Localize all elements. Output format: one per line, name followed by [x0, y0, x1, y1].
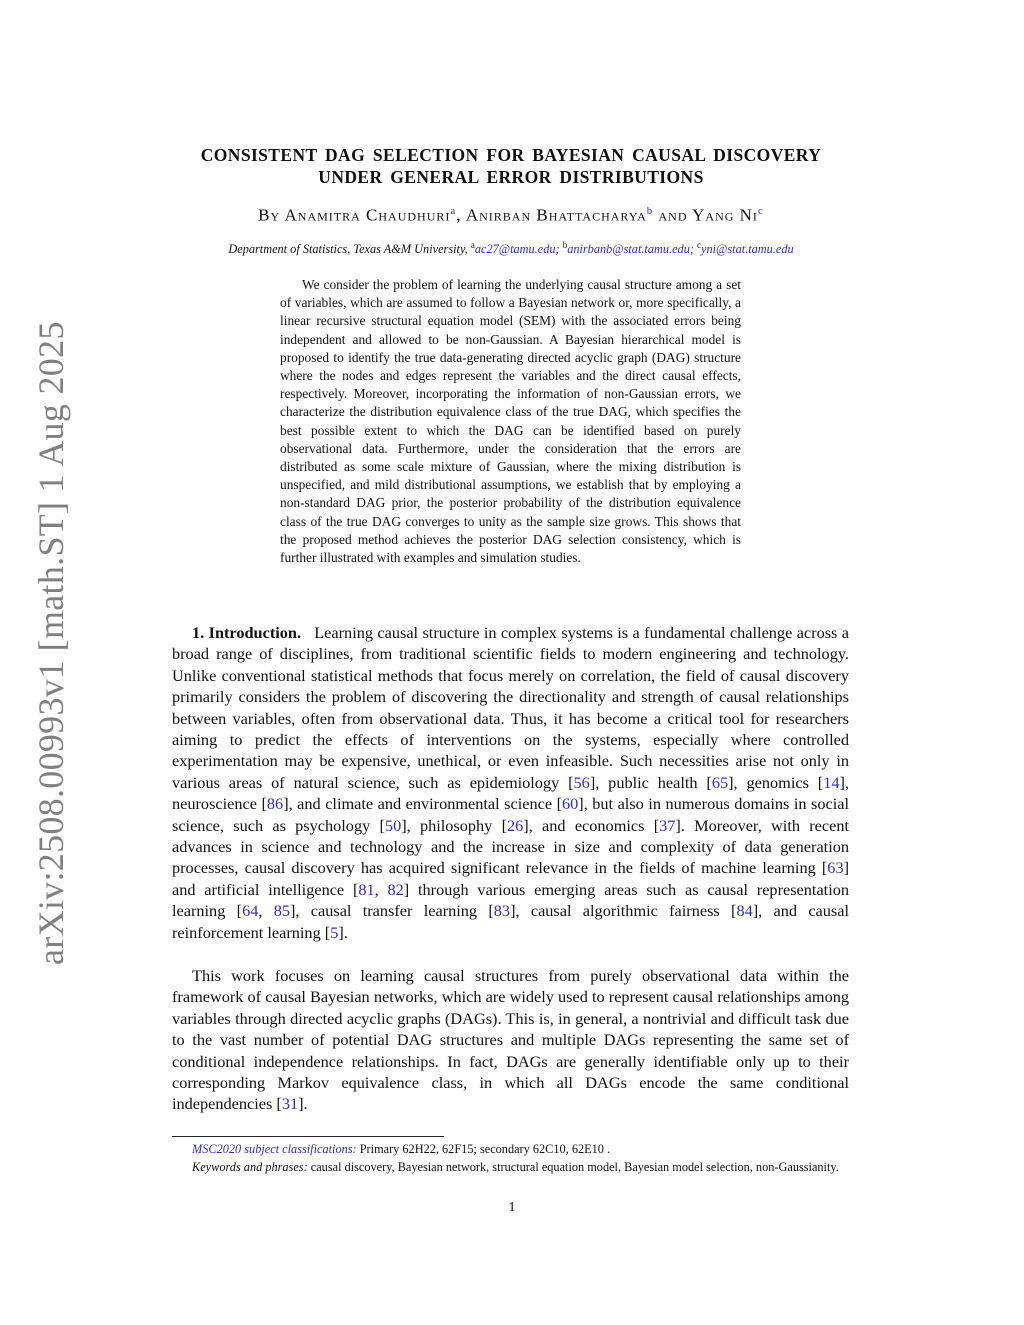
intro-text: ] through various emerging areas such as causal representation learning [ [172, 879, 849, 921]
author-list [150, 205, 872, 226]
author-2-mark: b [646, 205, 654, 217]
keywords-label: Keywords and phrases: [192, 1160, 308, 1174]
author-2: Anirban Bhattacharya [465, 205, 647, 225]
intro-text: ], and climate and environmental science [ [283, 794, 562, 814]
intro-text: ], causal algorithmic fairness [ [510, 901, 737, 921]
second-paragraph [172, 965, 849, 1115]
citation-link[interactable]: 14 [823, 772, 840, 792]
title-line-1: CONSISTENT DAG SELECTION FOR BAYESIAN CAUSAL DISCOVERY [200, 145, 822, 165]
intro-text: ], and economics [ [523, 815, 660, 835]
author-separator: , [456, 205, 462, 225]
para2-text: ]. [298, 1094, 308, 1114]
intro-text: ], philosophy [ [401, 815, 508, 835]
intro-text: , [258, 901, 274, 921]
msc-text: Primary 62H22, 62F15; secondary 62C10, 62E10 . [356, 1142, 611, 1156]
intro-text: Learning causal structure in complex systems is a fundamental challenge across a broad range of disciplines, from traditional scientific fields to modern engineering and technology. Unlike conventional statistical methods that focus merely on correlation, the field of causal discovery primarily considers the problem of discovering the directionality and strength of causal relationships between variables, often from observational data. Thus, it has become a critical tool for researchers aiming to predict the effects of interventions on the systems, especially where controlled experimentation may be expensive, unethical, or even infeasible. Such necessities arise not only in various areas of natural science, such as epidemiology [ [172, 623, 850, 792]
paper-title [150, 144, 872, 188]
intro-text: , [374, 879, 388, 899]
citation-link[interactable]: 5 [330, 922, 339, 942]
author-1-mark: a [450, 205, 457, 217]
citation-link[interactable]: 82 [387, 879, 404, 899]
author-3-mark: c [757, 205, 764, 217]
citation-link[interactable]: 56 [573, 772, 590, 792]
page-number: 1 [508, 1200, 516, 1215]
intro-text: ], and causal reinforcement learning [ [172, 901, 850, 942]
email-link-1[interactable]: ac27@tamu.edu; [474, 242, 560, 257]
citation-link[interactable]: 37 [659, 815, 676, 835]
citation-link[interactable]: 26 [507, 815, 524, 835]
author-3: Yang Ni [692, 205, 758, 225]
footnote-rule [172, 1136, 444, 1137]
citation-link[interactable]: 86 [266, 794, 284, 814]
citation-link[interactable]: 83 [493, 901, 511, 921]
citation-link[interactable]: 50 [384, 815, 402, 835]
intro-text: ] and artificial intelligence [ [172, 858, 849, 899]
keywords-text: causal discovery, Bayesian network, structural equation model, Bayesian model selection, non-Gaussianity. [307, 1160, 839, 1174]
citation-link[interactable]: 84 [736, 901, 753, 921]
abstract: We consider the problem of learning the underlying causal structure among a set of variables, which are assumed to follow a Bayesian network or, more specifically, a linear recursive structural equation model (SEM) with the associated errors being independent and allowed to be non-Gaussian. A Bayesian hierarchical model is proposed to identify the true data-generating directed acyclic graph (DAG) structure where the nodes and edges represent the variables and the direct causal effects, respectively. Moreover, incorporating the information of non-Gaussian errors, we characterize the distribution equivalence class of the true DAG, which specifies the best possible extent to which the DAG can be identified based on purely observational data. Furthermore, under the consideration that the errors are distributed as some scale mixture of Gaussian, where the mixing distribution is unspecified, and mild distributional assumptions, we establish that by employing a non-standard DAG prior, the posterior probability of the distribution equivalence class of the true DAG converges to unity as the sample size grows. This shows that the proposed method achieves the posterior DAG selection consistency, which is further illustrated with examples and simulation studies. [280, 277, 741, 566]
by-word: By [258, 205, 281, 225]
title-line-2: UNDER GENERAL ERROR DISTRIBUTIONS [318, 167, 704, 187]
department: Department of Statistics, Texas A&M University, [228, 242, 471, 257]
affiliation [150, 240, 872, 257]
intro-text: ]. Moreover, with recent advances in science and technology and the increase in size and complexity of data generation processes, causal discovery has acquired significant relevance in the fields of machine learning [ [172, 815, 850, 878]
intro-text: ], genomics [ [728, 772, 824, 792]
email-1-mark: a [470, 240, 475, 250]
introduction-paragraph [172, 622, 849, 943]
email-link-3[interactable]: yni@stat.tamu.edu [701, 242, 794, 257]
intro-text: ], public health [ [589, 772, 712, 792]
intro-text: ], causal transfer learning [ [289, 901, 494, 921]
msc-link[interactable]: MSC2020 subject classifications: [192, 1142, 357, 1156]
citation-link[interactable]: 63 [827, 858, 844, 878]
intro-text: ]. [338, 922, 348, 942]
msc-footnote [172, 1140, 849, 1158]
email-2-mark: b [562, 240, 568, 250]
citation-link[interactable]: 85 [273, 901, 290, 921]
para2-text: This work focuses on learning causal structures from purely observational data within the framework of causal Bayesian networks, which are widely used to represent causal relationships among variables through directed acyclic graphs (DAGs). This is, in general, a nontrivial and difficult task due to the vast number of potential DAG structures and multiple DAGs representing the same set of conditional independence relationships. In fact, DAGs are generally identifiable only up to their corresponding Markov equivalence class, in which all DAGs encode the same conditional independencies [ [172, 966, 849, 1114]
citation-link[interactable]: 60 [562, 794, 579, 814]
section-heading: 1. Introduction. [192, 623, 302, 642]
citation-link[interactable]: 31 [281, 1094, 299, 1114]
arxiv-stamp: arXiv:2508.00993v1 [math.ST] 1 Aug 2025 [31, 321, 71, 965]
citation-link[interactable]: 81 [358, 879, 375, 899]
citation-link[interactable]: 64 [242, 901, 259, 921]
intro-text: ], but also in numerous domains in social science, such as psychology [ [172, 794, 850, 835]
intro-text: ], neuroscience [ [172, 772, 849, 814]
email-3-mark: c [697, 240, 702, 250]
keywords-footnote [172, 1158, 849, 1176]
email-link-2[interactable]: anirbanb@stat.tamu.edu; [567, 242, 694, 257]
and-word: and [658, 205, 688, 225]
author-1: Anamitra Chaudhuri [284, 205, 451, 225]
citation-link[interactable]: 65 [711, 772, 729, 792]
